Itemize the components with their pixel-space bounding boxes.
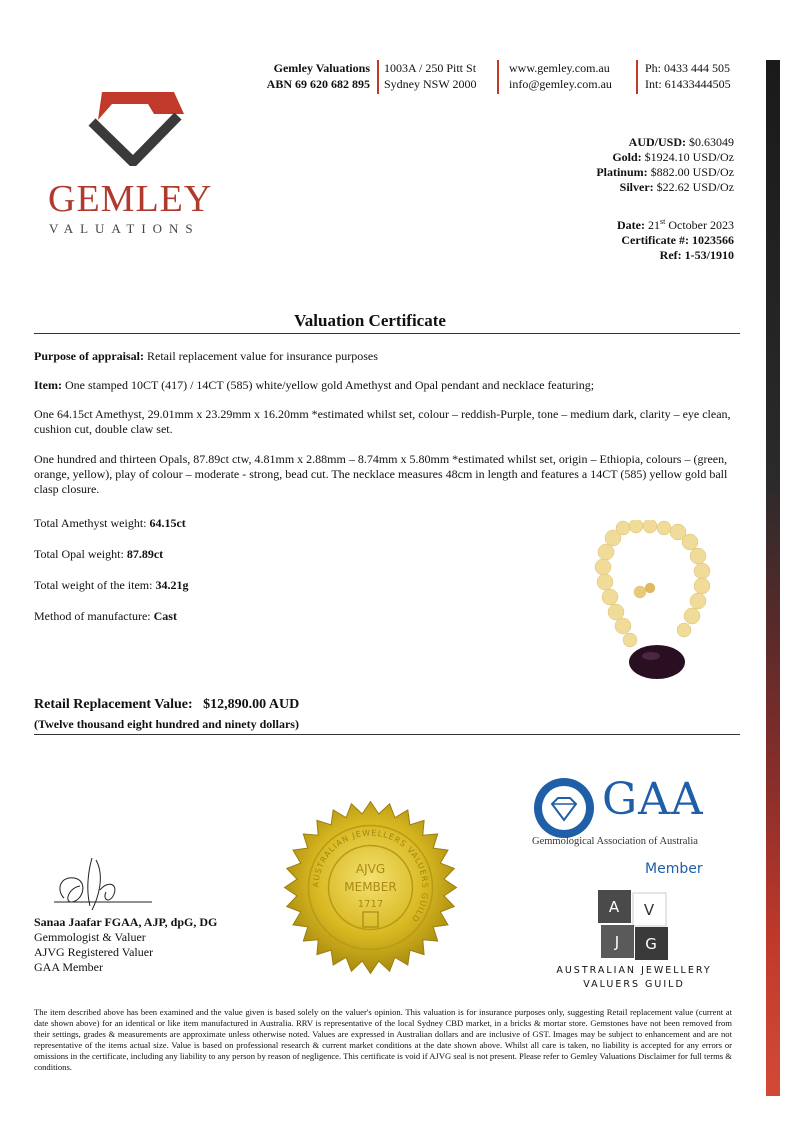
gold-seal-icon — [283, 800, 458, 975]
value-rule — [34, 734, 740, 735]
ajvg-g: G — [645, 935, 657, 953]
ajvg-v: V — [643, 901, 655, 919]
opal-weight-label: Total Opal weight: — [34, 547, 124, 561]
gaa-full-name: Gemmological Association of Australia — [532, 836, 698, 847]
value-amount: $12,890.00 AUD — [203, 697, 300, 712]
item-photo — [578, 520, 728, 695]
silver-value: $22.62 USD/Oz — [656, 180, 734, 194]
signature — [34, 850, 164, 925]
opal-weight-line — [34, 547, 163, 562]
gold-label: Gold: — [612, 150, 642, 164]
total-weight-label: Total weight of the item: — [34, 578, 153, 592]
company-name: Gemley Valuations — [273, 61, 370, 75]
manufacture-line — [34, 609, 177, 624]
signatory-role3: GAA Member — [34, 960, 103, 974]
amethyst-weight-line — [34, 516, 186, 531]
gold-value: $1924.10 USD/Oz — [644, 150, 734, 164]
gaa-abbr: GAA — [602, 774, 704, 825]
total-weight-line — [34, 578, 188, 593]
date-rest: October 2023 — [668, 218, 734, 232]
platinum-value: $882.00 USD/Oz — [650, 165, 734, 179]
gaa-logo — [532, 776, 596, 845]
amethyst-weight-label: Total Amethyst weight: — [34, 516, 147, 530]
ajvg-line2: VALUERS GUILD — [583, 979, 685, 990]
value-words: (Twelve thousand eight hundred and ninety dollars) — [34, 717, 299, 731]
rates-block — [474, 135, 734, 195]
aud-usd-label: AUD/USD: — [628, 135, 686, 149]
phone-block — [645, 60, 731, 92]
gaa-member-label: Member — [645, 861, 703, 877]
seal-line1: AJVG — [355, 862, 386, 876]
amethyst-description: One 64.15ct Amethyst, 29.01mm x 23.29mm x 16.20mm *estimated whilst set, colour – reddish-Purple, tone – medium dark, clarity – eye clean, cushion cut, double claw set. — [34, 407, 731, 436]
meta-block — [474, 214, 734, 263]
amethyst-weight-value: 64.15ct — [149, 516, 186, 530]
opal-description: One hundred and thirteen Opals, 87.89ct ctw, 4.81mm x 2.88mm – 8.74mm x 5.80mm *estimated whilst set, origin – Ethiopia, colours – (green, orange, yellow), play of colour – moderate - strong, bead cut. The necklace measures 48cm in length and features a 14CT (585) yellow gold ball clasp closure. — [34, 452, 728, 496]
gaa-emblem-icon — [532, 776, 596, 840]
address-line2: Sydney NSW 2000 — [384, 77, 477, 91]
ajvg-a: A — [608, 898, 620, 916]
date-day: 21 — [648, 218, 660, 232]
decorative-side-bar — [766, 60, 780, 1096]
signatory-name: Sanaa Jaafar FGAA, AJP, dpG, DG — [34, 915, 218, 929]
abn: ABN 69 620 682 895 — [266, 77, 370, 91]
signatory-role1: Gemmologist & Valuer — [34, 930, 146, 944]
manufacture-value: Cast — [153, 609, 177, 623]
ref-number: 1-53/1910 — [684, 248, 734, 262]
signature-mark — [34, 850, 164, 920]
necklace-image — [578, 520, 728, 690]
disclaimer: The item described above has been examined and the value given is based solely on the valuer's opinion. This valuation is for insurance purposes only, suggesting Retail replacement value (current at date shown above) for an identical or like item manufactured in Australia. RRV is representative of the local Sydney CBD market, in a bricks & mortar store. Gemstones have not been removed from their settings, grades & measurements are approximate unless otherwise noted. Values are expressed in Australian dollars and are inclusive of GST. Images may be subject to enhancement and are not representative of the items actual size. Value is based on professional research & current market conditions at the date shown above. Whilst all care is taken, no liability is accepted for any errors or omissions in the certificate, including any liability to any person by reason of negligence. This certificate is void if AJVG seal is not present. Please refer to Gemley Valuations Disclaimer for full terms & conditions. — [34, 1007, 732, 1072]
logo-subtitle: VALUATIONS — [49, 221, 200, 236]
header-divider — [377, 60, 379, 94]
signatory-block — [34, 915, 217, 975]
item-label: Item: — [34, 378, 62, 392]
logo-wordmark: GEMLEY — [48, 178, 213, 220]
address-line1: 1003A / 250 Pitt St — [384, 61, 477, 75]
web-block — [509, 60, 612, 92]
intl-phone: Int: 61433444505 — [645, 77, 731, 91]
item-line — [34, 378, 740, 393]
title-rule — [34, 333, 740, 334]
date-label: Date: — [617, 218, 645, 232]
ref-label: Ref: — [659, 248, 682, 262]
purpose-label: Purpose of appraisal: — [34, 349, 145, 363]
seal-ring-text: AUSTRALIAN JEWELLERS VALUERS GUILD — [311, 828, 430, 925]
header-divider — [636, 60, 638, 94]
page-title: Valuation Certificate — [294, 311, 446, 330]
email-link[interactable]: info@gemley.com.au — [509, 77, 612, 91]
total-weight-value: 34.21g — [155, 578, 189, 592]
aud-usd-value: $0.63049 — [689, 135, 734, 149]
gemley-logo — [78, 86, 188, 171]
purpose-value: Retail replacement value for insurance purposes — [147, 349, 378, 363]
manufacture-label: Method of manufacture: — [34, 609, 151, 623]
platinum-label: Platinum: — [596, 165, 648, 179]
ajvg-logo — [598, 890, 668, 965]
value-line — [34, 697, 299, 713]
phone: Ph: 0433 444 505 — [645, 61, 731, 75]
signatory-role2: AJVG Registered Valuer — [34, 945, 154, 959]
diamond-logo-icon — [78, 86, 188, 166]
silver-label: Silver: — [619, 180, 654, 194]
seal-line2: MEMBER — [344, 880, 397, 894]
ajvg-grid-icon — [598, 890, 668, 960]
item-value: One stamped 10CT (417) / 14CT (585) white/yellow gold Amethyst and Opal pendant and necklace featuring; — [64, 378, 595, 392]
company-block — [254, 60, 370, 92]
date-suffix: st — [660, 217, 666, 226]
cert-number: 1023566 — [692, 233, 734, 247]
ajvg-line1: AUSTRALIAN JEWELLERY — [556, 965, 712, 976]
opal-weight-value: 87.89ct — [126, 547, 164, 561]
ajvg-caption — [548, 964, 720, 992]
cert-label: Certificate #: — [621, 233, 689, 247]
address-block — [384, 60, 476, 92]
value-label: Retail Replacement Value: — [34, 697, 193, 712]
ajvg-seal — [283, 800, 458, 980]
ajvg-j: J — [614, 933, 620, 951]
header-divider — [497, 60, 499, 94]
seal-line3: 1717 — [357, 899, 384, 910]
purpose-line — [34, 349, 740, 364]
website-link[interactable]: www.gemley.com.au — [509, 61, 610, 75]
